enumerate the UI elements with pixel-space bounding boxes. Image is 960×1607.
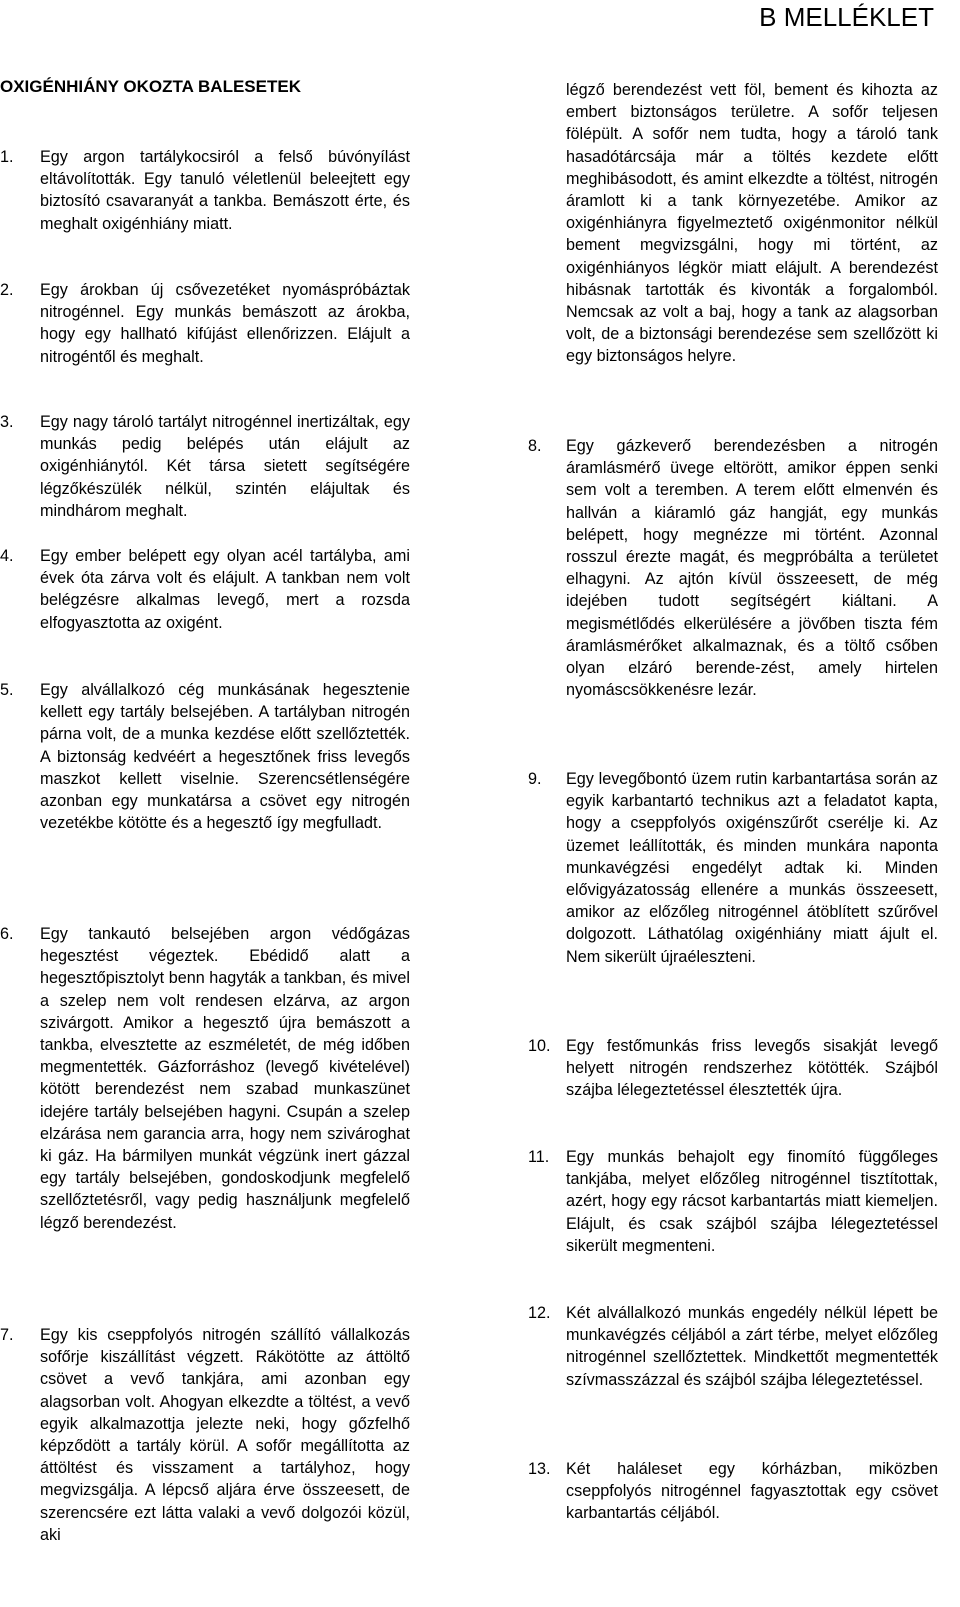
item-text: Egy munkás behajolt egy finomító függőleges tankjába, melyet előzőleg nitrogénnel tisztítottak, azért, hogy egy rácsot karbantartás miatt kiemeljen. Elájult, és csak szájból szájba lélegeztetéssel sikerült megmenteni. <box>566 1148 938 1255</box>
item-text: Egy ember belépett egy olyan acél tartályba, ami évek óta zárva volt és elájult. A tankban nem volt belégzésre alkalmas levegő, mert a rozsda elfogyasztotta az oxigént. <box>40 547 410 632</box>
item-number: 9. <box>528 770 542 788</box>
item-number: 1. <box>0 148 14 166</box>
item-number: 7. <box>0 1326 14 1344</box>
list-item-13 <box>528 1458 938 1525</box>
item-text: Egy tankautó belsejében argon védőgázas hegesztést végeztek. Ebédidő alatt a hegesztőpisztolyt benn hagyták a tankban, és mivel a szelep nem volt rendesen elzárva, az argon szivárgott. Amikor a hegesztő újra bemászott a tankba, elvesztette az eszméletét, de még időben megmentették. Gázforráshoz (levegő kivételével) kötött berendezést nem szabad munkaszünet idejére tartály belsejében hagyni. Csupán a szelep elzárása nem garancia arra, hogy nem szivároghat ki gáz. Ha bármilyen munkát végzünk inert gázzal egy tartály belsejében, gondoskodjunk megfelelő szellőztetésről, vagy pedig használjunk megfelelő légző berendezést. <box>40 925 410 1232</box>
list-item-3 <box>0 411 410 522</box>
item-number: 11. <box>528 1148 550 1166</box>
list-item-11 <box>528 1146 938 1257</box>
item-text: Egy alvállalkozó cég munkásának hegesztenie kellett egy tartály belsejében. A tartályban nitrogén párna volt, de a munka kezdése előtt szellőztették. A biztonság kedvéért a hegesztőnek friss levegős maszkot kellett viselnie. Szerencsétlenségére azonban egy munkatársa a csövet egy nitrogén vezetékbe kötötte és a hegesztő így megfulladt. <box>40 681 410 833</box>
list-item-12 <box>528 1302 938 1391</box>
item-number: 2. <box>0 281 14 299</box>
item-7-continuation <box>566 79 938 368</box>
continuation-text: légző berendezést vett föl, bement és kihozta az embert biztonságos területre. A sofőr teljesen fölépült. A sofőr nem tudta, hogy a tároló tank hasadótárcsája már a töltés kezdete előtt meghibásodott, és amint elkezdte a töltést, nitrogén áramlott ki a tank környezetébe. Amikor az oxigénhiányra figyelmeztető oxigénmonitor nélkül bement megvizsgálni, hogy mi történt, az oxigénhiányos légkör miatt elájult. A berendezést hibásnak tartották és kivonták a forgalomból. Nemcsak az volt a baj, hogy a tank az alagsorban volt, de a biztonsági berendezése sem szellőzött ki egy biztonságos helyre. <box>566 81 938 366</box>
list-item-6 <box>0 923 410 1234</box>
item-text: Egy levegőbontó üzem rutin karbantartása során az egyik karbantartó technikus azt a feladatot kapta, hogy a cseppfolyós oxigénszűrőt cserélje ki. Az üzemet leállították, és minden munkára naponta munkavégzési engedélyt adtak ki. Minden elővigyázatosság ellenére a munkás összeesett, amikor az előzőleg nitrogénnel átöblített szűrővel dolgozott. Láthatólag oxigénhiány miatt ájult el. Nem sikerült újraéleszteni. <box>566 770 938 966</box>
item-text: Két haláleset egy kórházban, miközben cseppfolyós nitrogénnel fagyasztottak egy csövet karbantartás céljából. <box>566 1460 938 1523</box>
item-text: Két alvállalkozó munkás engedély nélkül lépett be munkavégzés céljából a zárt térbe, melyet előzőleg nitrogénnel szellőztettek. Mindkettőt megmentették szívmasszázzal és szájból szájba lélegeztetéssel. <box>566 1304 938 1389</box>
item-number: 4. <box>0 547 14 565</box>
list-item-9 <box>528 768 938 968</box>
page-title: OXIGÉNHIÁNY OKOZTA BALESETEK <box>0 77 301 96</box>
item-number: 6. <box>0 925 14 943</box>
item-number: 13. <box>528 1460 551 1478</box>
item-text: Egy árokban új csővezetéket nyomáspróbáztak nitrogénnel. Egy munkás bemászott az árokba, hogy egy hallható kifújást ellenőrizzen. Elájult a nitrogéntől és meghalt. <box>40 281 410 366</box>
item-text: Egy kis cseppfolyós nitrogén szállító vállalkozás sofőrje kiszállítást végzett. Rákötötte az áttöltő csövet a vevő tankjára, ami azonban egy alagsorban volt. Ahogyan elkezdte a töltést, a vevő egyik alkalmazottja jelezte neki, hogy gőzfelhő képződött a tartály körül. A sofőr megállította az áttöltést és visszament a tartályhoz, hogy megvizsgálja. A lépcső aljára érve összeesett, de szerencsére ezt látta valaki a vevő dolgozói közül, aki <box>40 1326 410 1544</box>
item-text: Egy argon tartálykocsiról a felső búvónyílást eltávolították. Egy tanuló véletlenül beleejtett egy biztosító csavaranyát a tankba. Bemászott érte, és meghalt oxigénhiány miatt. <box>40 148 410 233</box>
item-text: Egy nagy tároló tartályt nitrogénnel inertizáltak, egy munkás pedig belépés után elájult az oxigénhiánytól. Két társa sietett segítségére légzőkészülék nélkül, szintén elájultak és mindhárom meghalt. <box>40 413 410 520</box>
item-text: Egy festőmunkás friss levegős sisakját levegő helyett nitrogén rendszerhez kötötték. Szájból szájba lélegeztetéssel élesztették újra. <box>566 1037 938 1100</box>
list-item-4 <box>0 545 410 634</box>
list-item-10 <box>528 1035 938 1102</box>
item-number: 5. <box>0 681 14 699</box>
item-text: Egy gázkeverő berendezésben a nitrogén áramlásmérő üvege eltörött, amikor éppen senki sem volt a teremben. A terem előtt elmenvén és hallván a kiáramló gáz hangját, egy munkás belépett, hogy megnézze mi történt. Azonnal rosszul érezte magát, és megpróbálta a területet elhagyni. Az ajtón kívül összeesett, de még idejében tudott segítségért kiáltani. A megismétlődés elkerülésére a jövőben tiszta fém áramlásmérőket alkalmaznak, és a töltő csőben olyan elzáró berende-zést, amely hirtelen nyomáscsökkenésre lezár. <box>566 437 938 700</box>
appendix-header: B MELLÉKLET <box>759 2 934 32</box>
list-item-1 <box>0 146 410 235</box>
item-number: 10. <box>528 1037 551 1055</box>
item-number: 3. <box>0 413 14 431</box>
item-number: 8. <box>528 437 542 455</box>
item-number: 12. <box>528 1304 551 1322</box>
list-item-2 <box>0 279 410 368</box>
list-item-5 <box>0 679 410 834</box>
list-item-7 <box>0 1324 410 1546</box>
list-item-8 <box>528 435 938 701</box>
